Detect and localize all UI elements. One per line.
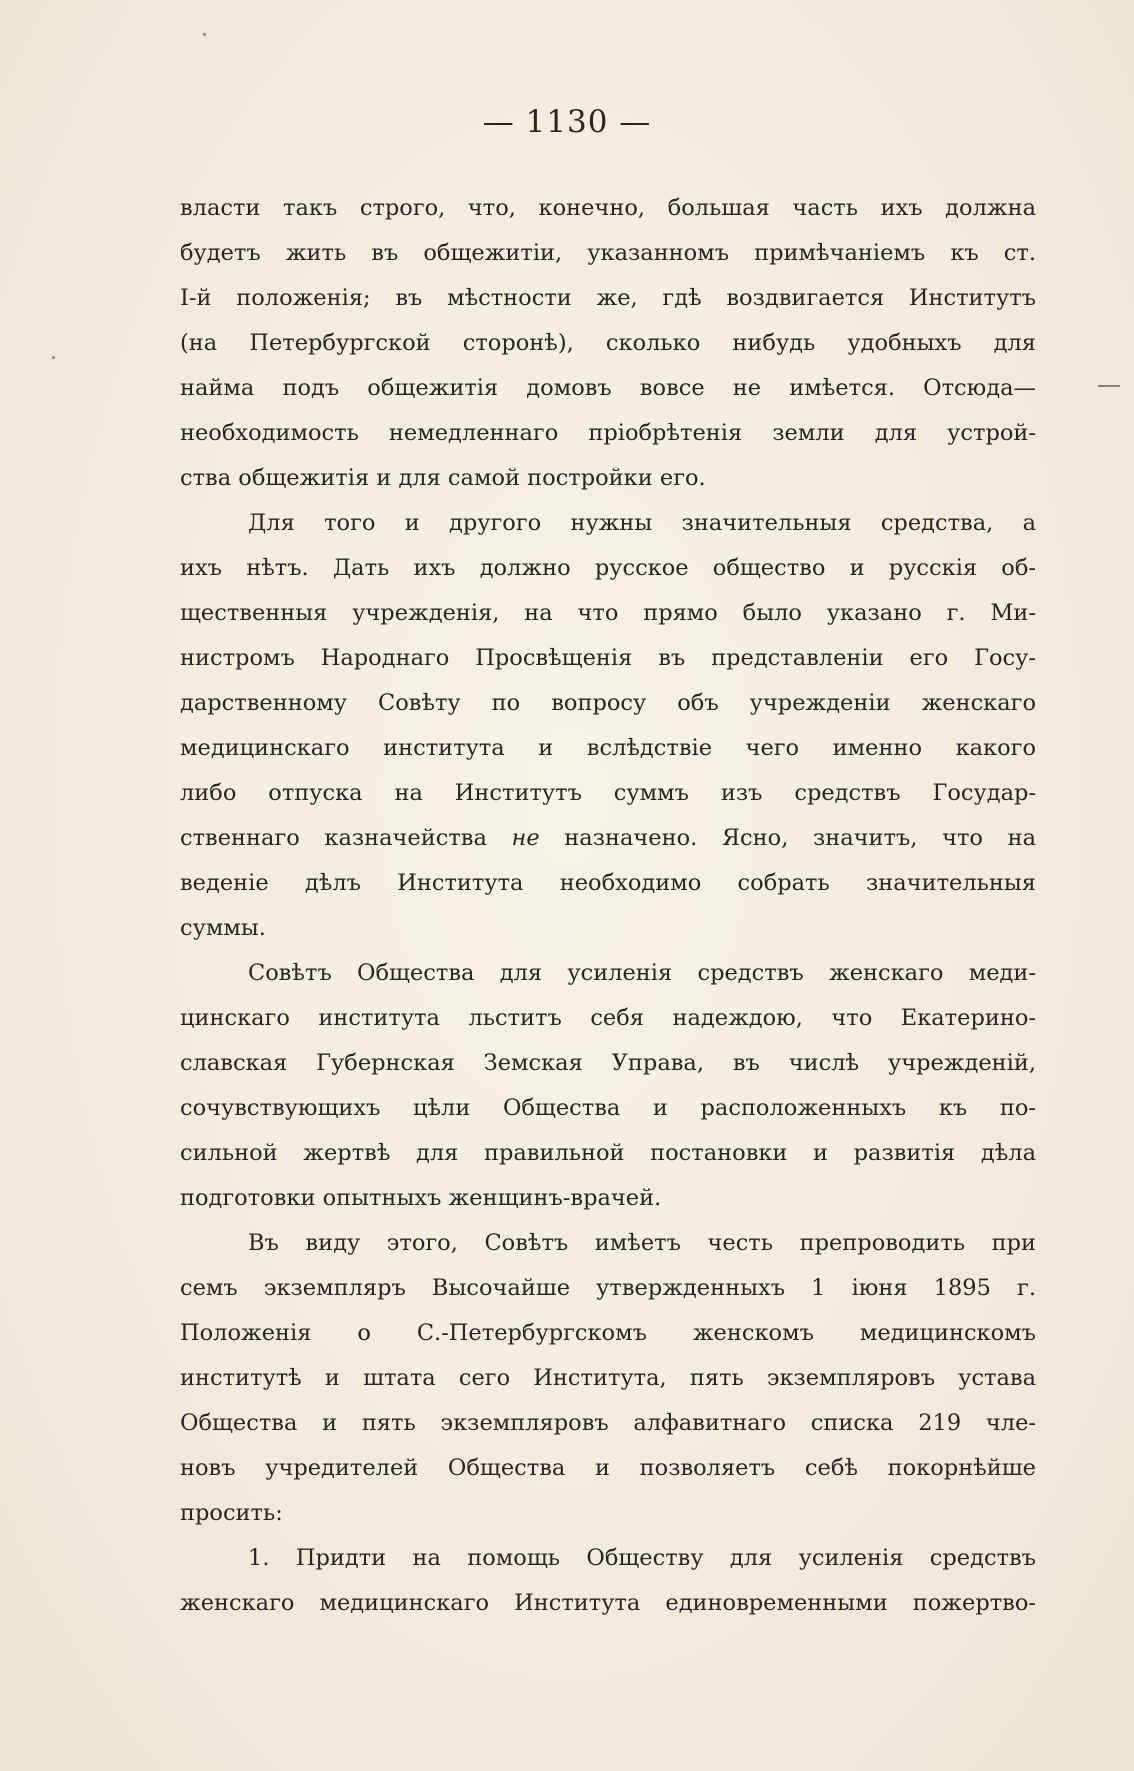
text-line: Для того и другого нужны значительныя средства, а <box>248 510 1036 536</box>
text-line: ства общежитія и для самой постройки его. <box>180 465 706 491</box>
text-line: необходимость немедленнаго пріобрѣтенія земли для устрой- <box>180 420 1036 446</box>
text-line: женскаго медицинскаго Института единовременными пожертво- <box>180 1590 1036 1616</box>
text-line: Въ виду этого, Совѣтъ имѣетъ честь препроводить при <box>248 1230 1036 1256</box>
text-line: сильной жертвѣ для правильной постановки и развитія дѣла <box>180 1140 1036 1166</box>
paragraph-5 <box>180 1536 1036 1626</box>
text-line: дарственному Совѣту по вопросу объ учрежденіи женскаго <box>180 690 1036 716</box>
text-line: просить: <box>180 1500 283 1526</box>
text-line: Положенія о С.-Петербургскомъ женскомъ медицинскомъ <box>180 1320 1036 1346</box>
text-line: ственнаго казначейства не назначено. Ясно, значитъ, что на <box>180 825 1036 851</box>
text-line: новъ учредителей Общества и позволяетъ себѣ покорнѣйше <box>180 1455 1036 1481</box>
page-number: — 1130 — <box>482 104 652 140</box>
margin-mark <box>1098 385 1120 387</box>
text-line: славская Губернская Земская Управа, въ числѣ учрежденій, <box>180 1050 1036 1076</box>
text-line: 1. Придти на помощь Обществу для усиленія средствъ <box>248 1545 1036 1571</box>
text-line: Общества и пять экземпляровъ алфавитнаго списка 219 чле- <box>180 1410 1036 1436</box>
paper-speck <box>203 33 206 36</box>
text-line: щественныя учрежденія, на что прямо было указано г. Ми- <box>180 600 1036 626</box>
text-line: будетъ жить въ общежитіи, указанномъ примѣчаніемъ къ ст. <box>180 240 1036 266</box>
text-line: ихъ нѣтъ. Дать ихъ должно русское общество и русскія об- <box>180 555 1036 581</box>
text-line: институтѣ и штата сего Института, пять экземпляровъ устава <box>180 1365 1036 1391</box>
emphasized-word: не <box>511 825 540 851</box>
text-line: подготовки опытныхъ женщинъ-врачей. <box>180 1185 662 1211</box>
text-line: веденіе дѣлъ Института необходимо собрать значительныя <box>180 870 1036 896</box>
paragraph-2 <box>180 501 1036 951</box>
paragraph-1 <box>180 186 1036 501</box>
text-line: нистромъ Народнаго Просвѣщенія въ представленіи его Госу- <box>180 645 1036 671</box>
text-line: І-й положенія; въ мѣстности же, гдѣ воздвигается Институтъ <box>180 285 1036 311</box>
paragraph-3 <box>180 951 1036 1221</box>
text-line: суммы. <box>180 915 266 941</box>
text-line: (на Петербургской сторонѣ), сколько нибудь удобныхъ для <box>180 330 1036 356</box>
text-line: медицинскаго института и вслѣдствіе чего именно какого <box>180 735 1036 761</box>
text-line: найма подъ общежитія домовъ вовсе не имѣется. Отсюда— <box>180 375 1036 401</box>
text-line: Совѣтъ Общества для усиленія средствъ женскаго меди- <box>248 960 1036 986</box>
paragraph-4 <box>180 1221 1036 1536</box>
text-line: цинскаго института льститъ себя надеждою, что Екатерино- <box>180 1005 1036 1031</box>
text-line: семъ экземпляръ Высочайше утвержденныхъ 1 іюня 1895 г. <box>180 1275 1036 1301</box>
body-text <box>180 186 1036 1626</box>
text-line: либо отпуска на Институтъ суммъ изъ средствъ Государ- <box>180 780 1036 806</box>
text-line: сочувствующихъ цѣли Общества и расположенныхъ къ по- <box>180 1095 1036 1121</box>
text-line: власти такъ строго, что, конечно, большая часть ихъ должна <box>180 195 1036 221</box>
paper-speck <box>52 356 55 359</box>
